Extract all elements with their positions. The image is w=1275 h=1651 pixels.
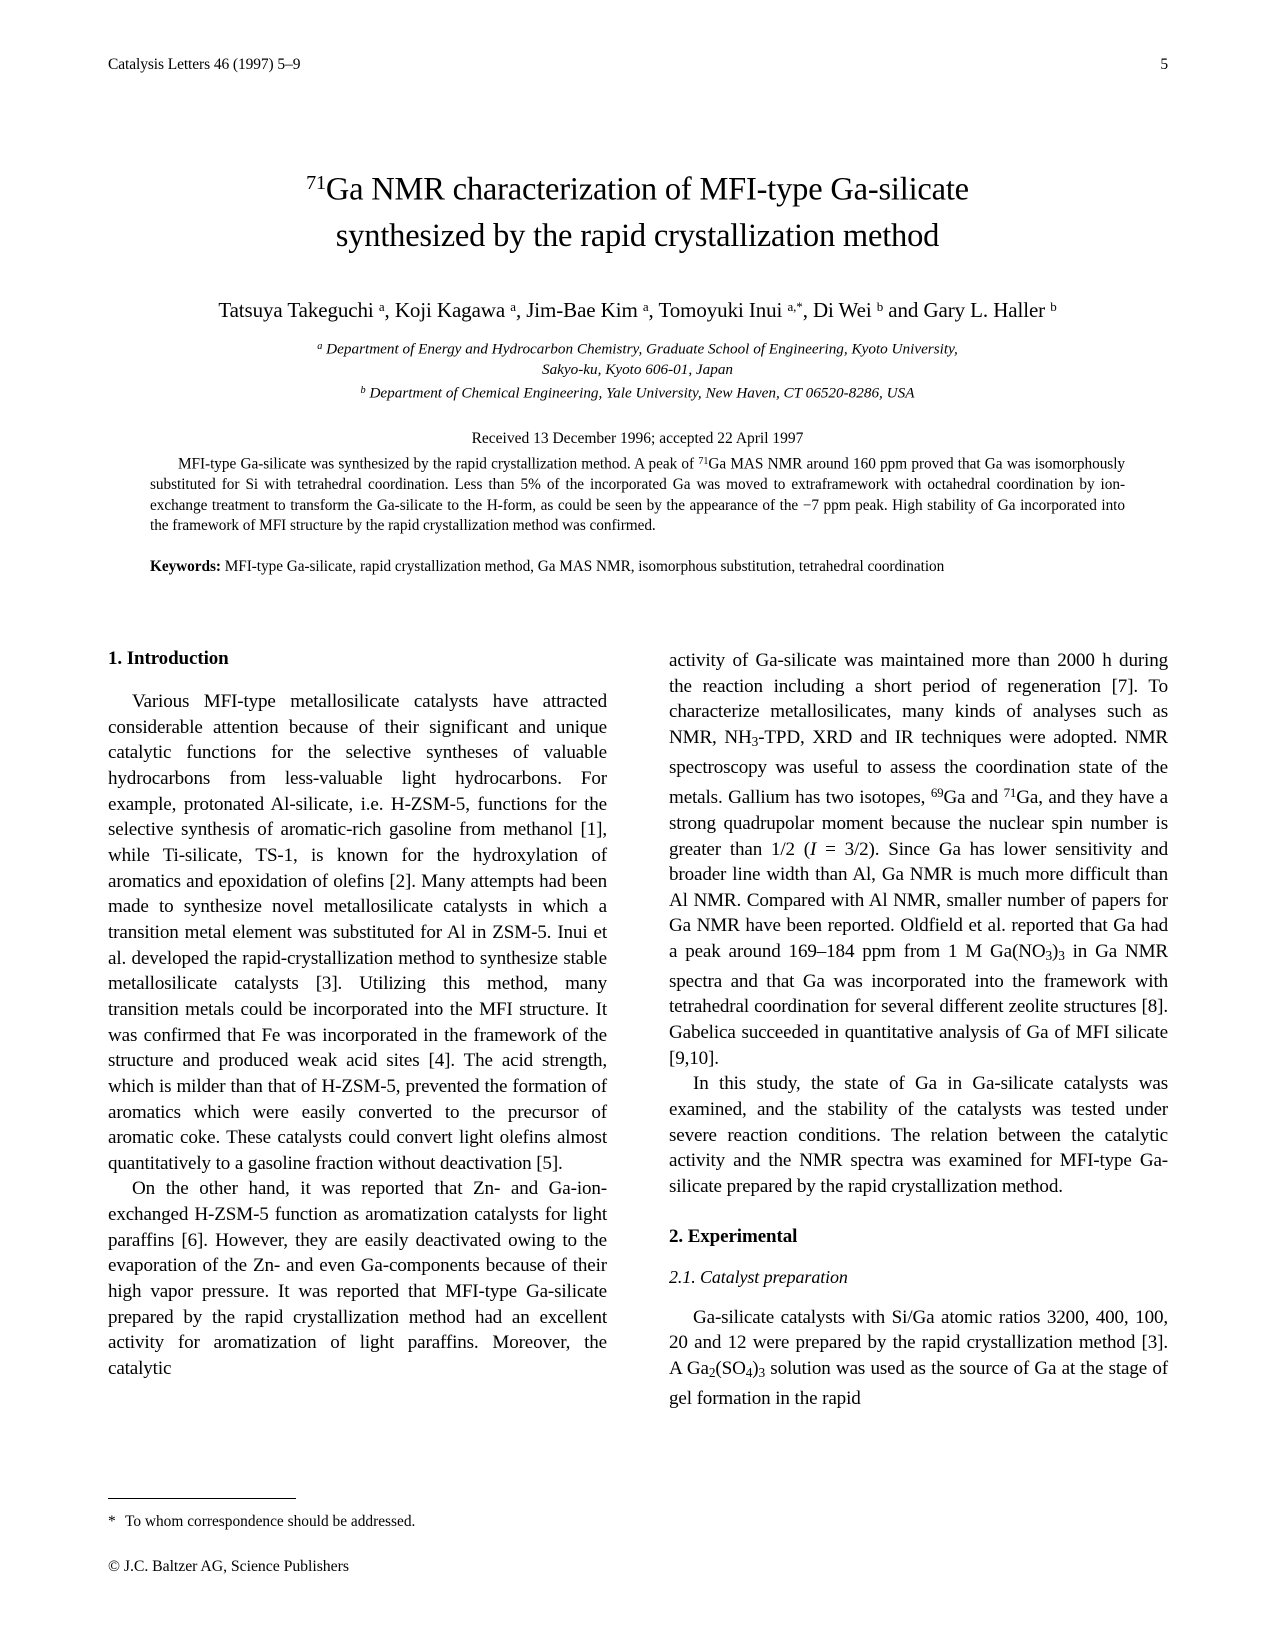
page-number: 5	[1160, 56, 1168, 73]
author-1: Tatsuya Takeguchi	[218, 298, 379, 323]
author-6: and Gary L. Haller	[883, 298, 1051, 323]
abstract-isotope-superscript: 71	[698, 456, 709, 467]
footnote-marker: *	[108, 1513, 116, 1530]
author-5-affiliation-marker: b	[876, 299, 884, 315]
nitrate-subscript-1: 3	[1045, 948, 1052, 964]
page-title	[150, 160, 1125, 260]
author-6-affiliation-marker: b	[1050, 299, 1057, 315]
footnote-text: To whom correspondence should be addressed.	[125, 1513, 416, 1530]
ga69-superscript: 69	[930, 785, 944, 801]
affiliation-b-marker: b	[360, 384, 366, 396]
abstract-text: MFI-type Ga-silicate was synthesized by the rapid crystallization method. A peak of $^{71}$Ga MAS NMR around 160 ppm proved that Ga was isomorphously substituted for Si with tetrahedral coordination. Less than 5% of the incorporated Ga was moved to extraframework with octahedral coordination by ion-exchange treatment to transform the Ga-silicate to the H-form, as could be seen by the appearance of the −7 ppm peak. High stability of Ga incorporated into the framework of MFI structure by the rapid crystallization method was confirmed.	[150, 455, 1125, 535]
copyright-line: © J.C. Baltzer AG, Science Publishers	[108, 1558, 349, 1575]
journal-reference: Catalysis Letters 46 (1997) 5–9	[108, 56, 301, 73]
section-heading-experimental: 2. Experimental	[669, 1225, 798, 1247]
ga71-superscript: 71	[1003, 785, 1017, 801]
gallium-subscript: 2	[708, 1364, 716, 1380]
right-paragraph-2: In this study, the state of Ga in Ga-silicate catalysts was examined, and the stability of the catalysts was tested under severe reaction conditions. The relation between the catalytic activity and the NMR spectra was examined for MFI-type Ga-silicate prepared by the rapid crystallization method.	[669, 1073, 1168, 1197]
author-2-affiliation-marker: a	[510, 299, 516, 315]
author-5: , Di Wei	[802, 298, 877, 323]
abstract-block	[150, 452, 1125, 593]
nh3-subscript: 3	[751, 733, 759, 749]
footnote	[108, 1512, 607, 1532]
right-column	[669, 648, 1168, 1518]
right-paragraph-3: Ga-silicate catalysts with Si/Ga atomic ratios 3200, 400, 100, 20 and 12 were prepared by the rapid crystallization method [3]. A $Ga_2(SO_4)_3$ solution was used as the source of Ga at the stage of gel formation in the rapid	[669, 1306, 1168, 1409]
author-2: , Koji Kagawa	[384, 298, 511, 323]
keywords	[150, 557, 1125, 578]
keywords-label: Keywords:	[150, 557, 221, 575]
author-3: , Jim-Bae Kim	[515, 298, 643, 323]
left-paragraph-1: Various MFI-type metallosilicate catalysts have attracted considerable attention because of their significant and unique catalytic functions for the selective syntheses of valuable hydrocarbons from less-valuable light hydrocarbons. For example, protonated Al-silicate, i.e. H-ZSM-5, functions for the selective synthesis of aromatic-rich gasoline from methanol [1], while Ti-silicate, TS-1, is known for the hydroxylation of aromatics and epoxidation of olefins [2]. Many attempts had been made to synthesize novel metallosilicate catalysts in which a transition metal element was substituted for Al in ZSM-5. Inui et al. developed the rapid-crystallization method to synthesize stable metallosilicate catalysts [3]. Utilizing this method, many transition metals could be incorporated into the MFI structure. It was confirmed that Fe was incorporated in the framework of the structure and produced weak acid sites [4]. The acid strength, which is milder than that of H-ZSM-5, prevented the formation of aromatics which were easily converted to the precursor of aromatic coke. These catalysts could convert light olefins almost quantitatively to a gasoline fraction without deactivation [5].	[108, 691, 607, 1174]
affiliation-a-line-1: $^a$ Department of Energy and Hydrocarbon Chemistry, Graduate School of Engineering, Kyoto University,	[317, 340, 958, 358]
affiliation-block	[150, 337, 1125, 403]
received-date: Received 13 December 1996; accepted 22 April 1997	[471, 430, 804, 448]
affiliation-b-line: $^b$ Department of Chemical Engineering, Yale University, New Haven, CT 06520-8286, USA	[360, 383, 915, 401]
sulfate-group-subscript: 3	[758, 1364, 765, 1380]
title-isotope-superscript: 71	[306, 172, 326, 194]
body-columns	[108, 648, 1168, 1518]
author-3-affiliation-marker: a	[642, 299, 649, 315]
nitrate-subscript-2: 3	[1058, 948, 1065, 964]
affiliation-a-marker: a	[317, 341, 323, 353]
running-head	[108, 56, 1168, 74]
spacer	[669, 1200, 1168, 1226]
title-block	[150, 160, 1125, 448]
keywords-text: MFI-type Ga-silicate, rapid crystallization method, Ga MAS NMR, isomorphous substitution, tetrahedral coordination	[220, 557, 945, 575]
author-1-affiliation-marker: a	[378, 299, 385, 315]
title-line-2: synthesized by the rapid crystallization method	[335, 218, 940, 255]
author-4-affiliation-marker: a,*	[787, 299, 803, 315]
math-variable-i: I	[810, 838, 817, 860]
section-heading-introduction: 1. Introduction	[108, 648, 229, 669]
author-4: , Tomoyuki Inui	[648, 298, 788, 323]
title-line-1: Ga NMR characterization of MFI-type Ga-silicate	[325, 171, 969, 208]
left-paragraph-2: On the other hand, it was reported that Zn- and Ga-ion-exchanged H-ZSM-5 function as aromatization catalysts for light paraffins [6]. However, they are easily deactivated owing to the evaporation of the Zn- and even Ga-components because of their high vapor pressure. It was reported that MFI-type Ga-silicate prepared by the rapid crystallization method had an excellent activity for aromatization of light paraffins. Moreover, the catalytic	[108, 1178, 607, 1380]
author-list	[150, 294, 1125, 323]
affiliation-a-line-2: Sakyo-ku, Kyoto 606-01, Japan	[541, 361, 734, 379]
subsection-heading-catalyst-preparation: 2.1. Catalyst preparation	[669, 1266, 848, 1287]
footnote-rule	[108, 1498, 296, 1499]
left-column	[108, 648, 607, 1518]
right-paragraph-continued: activity of Ga-silicate was maintained more than 2000 h during the reaction including a short period of regeneration [7]. To characterize metallosilicates, many kinds of analyses such as NMR, $NH_3$-TPD, XRD and IR techniques were adopted. NMR spectroscopy was useful to assess the coordination state of the metals. Gallium has two isotopes, $^{69}$Ga and $^{71}$Ga, and they have a strong quadrupolar moment because the nuclear spin number is greater than 1/2 (I = 3/2). Since Ga has lower sensitivity and broader line width than Al, Ga NMR is much more difficult than Al NMR. Compared with Al NMR, smaller number of papers for Ga NMR have been reported. Oldfield et al. reported that Ga had a peak around 169–184 ppm from 1 M $Ga(NO_3)_3$ in Ga NMR spectra and that Ga was incorporated into the framework with tetrahedral coordination for several different zeolite structures [8]. Gabelica succeeded in quantitative analysis of Ga of MFI silicate [9,10].	[669, 650, 1169, 1069]
sulfate-subscript: 4	[745, 1364, 753, 1380]
